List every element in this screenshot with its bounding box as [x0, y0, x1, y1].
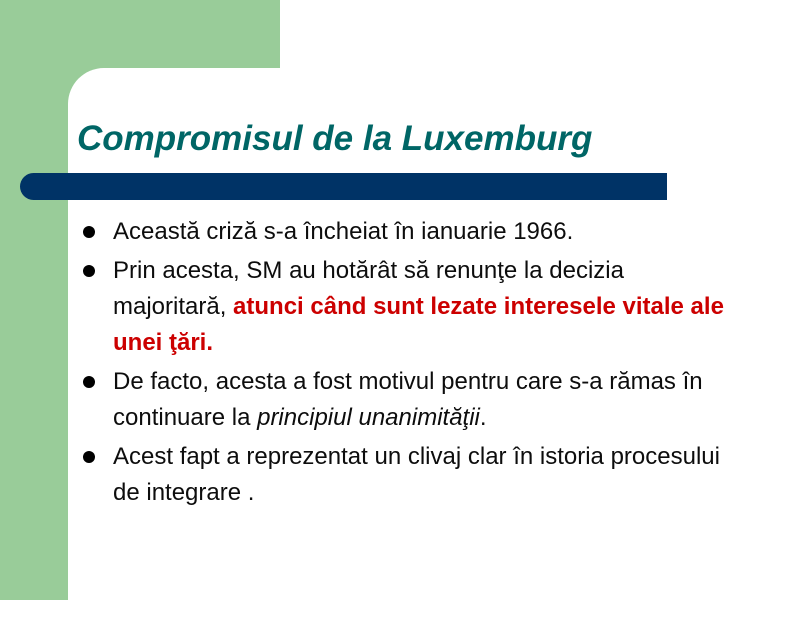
bullet-item [80, 364, 730, 436]
bullet-list [80, 214, 730, 514]
bullet-dot-icon [83, 265, 95, 277]
bullet-trailing-text: . [479, 404, 487, 431]
slide-title: Compromisul de la Luxemburg [77, 119, 593, 158]
title-underline-bar [20, 173, 667, 200]
bullet-italic-text: principiul unanimităţii [257, 404, 480, 431]
bullet-text: De facto, acesta a fost motivul pentru care s-a rămas în continuare la [113, 368, 703, 431]
bullet-dot-icon [83, 226, 95, 238]
bullet-dot-icon [83, 451, 95, 463]
bullet-text: Acest fapt a reprezentat un clivaj clar în istoria procesului de integrare . [113, 443, 720, 506]
bullet-text: Prin acesta, SM au hotărât să renunţe la decizia majoritară, [113, 257, 624, 320]
bullet-item [80, 214, 730, 250]
bullet-dot-icon [83, 376, 95, 388]
bullet-item [80, 439, 730, 511]
bullet-text: Această criză s-a încheiat în ianuarie 1966. [113, 218, 574, 245]
bullet-highlight-text: atunci când sunt lezate interesele vitale ale unei ţări. [113, 293, 724, 356]
decorative-green-strip [0, 0, 68, 600]
bullet-item [80, 253, 730, 361]
